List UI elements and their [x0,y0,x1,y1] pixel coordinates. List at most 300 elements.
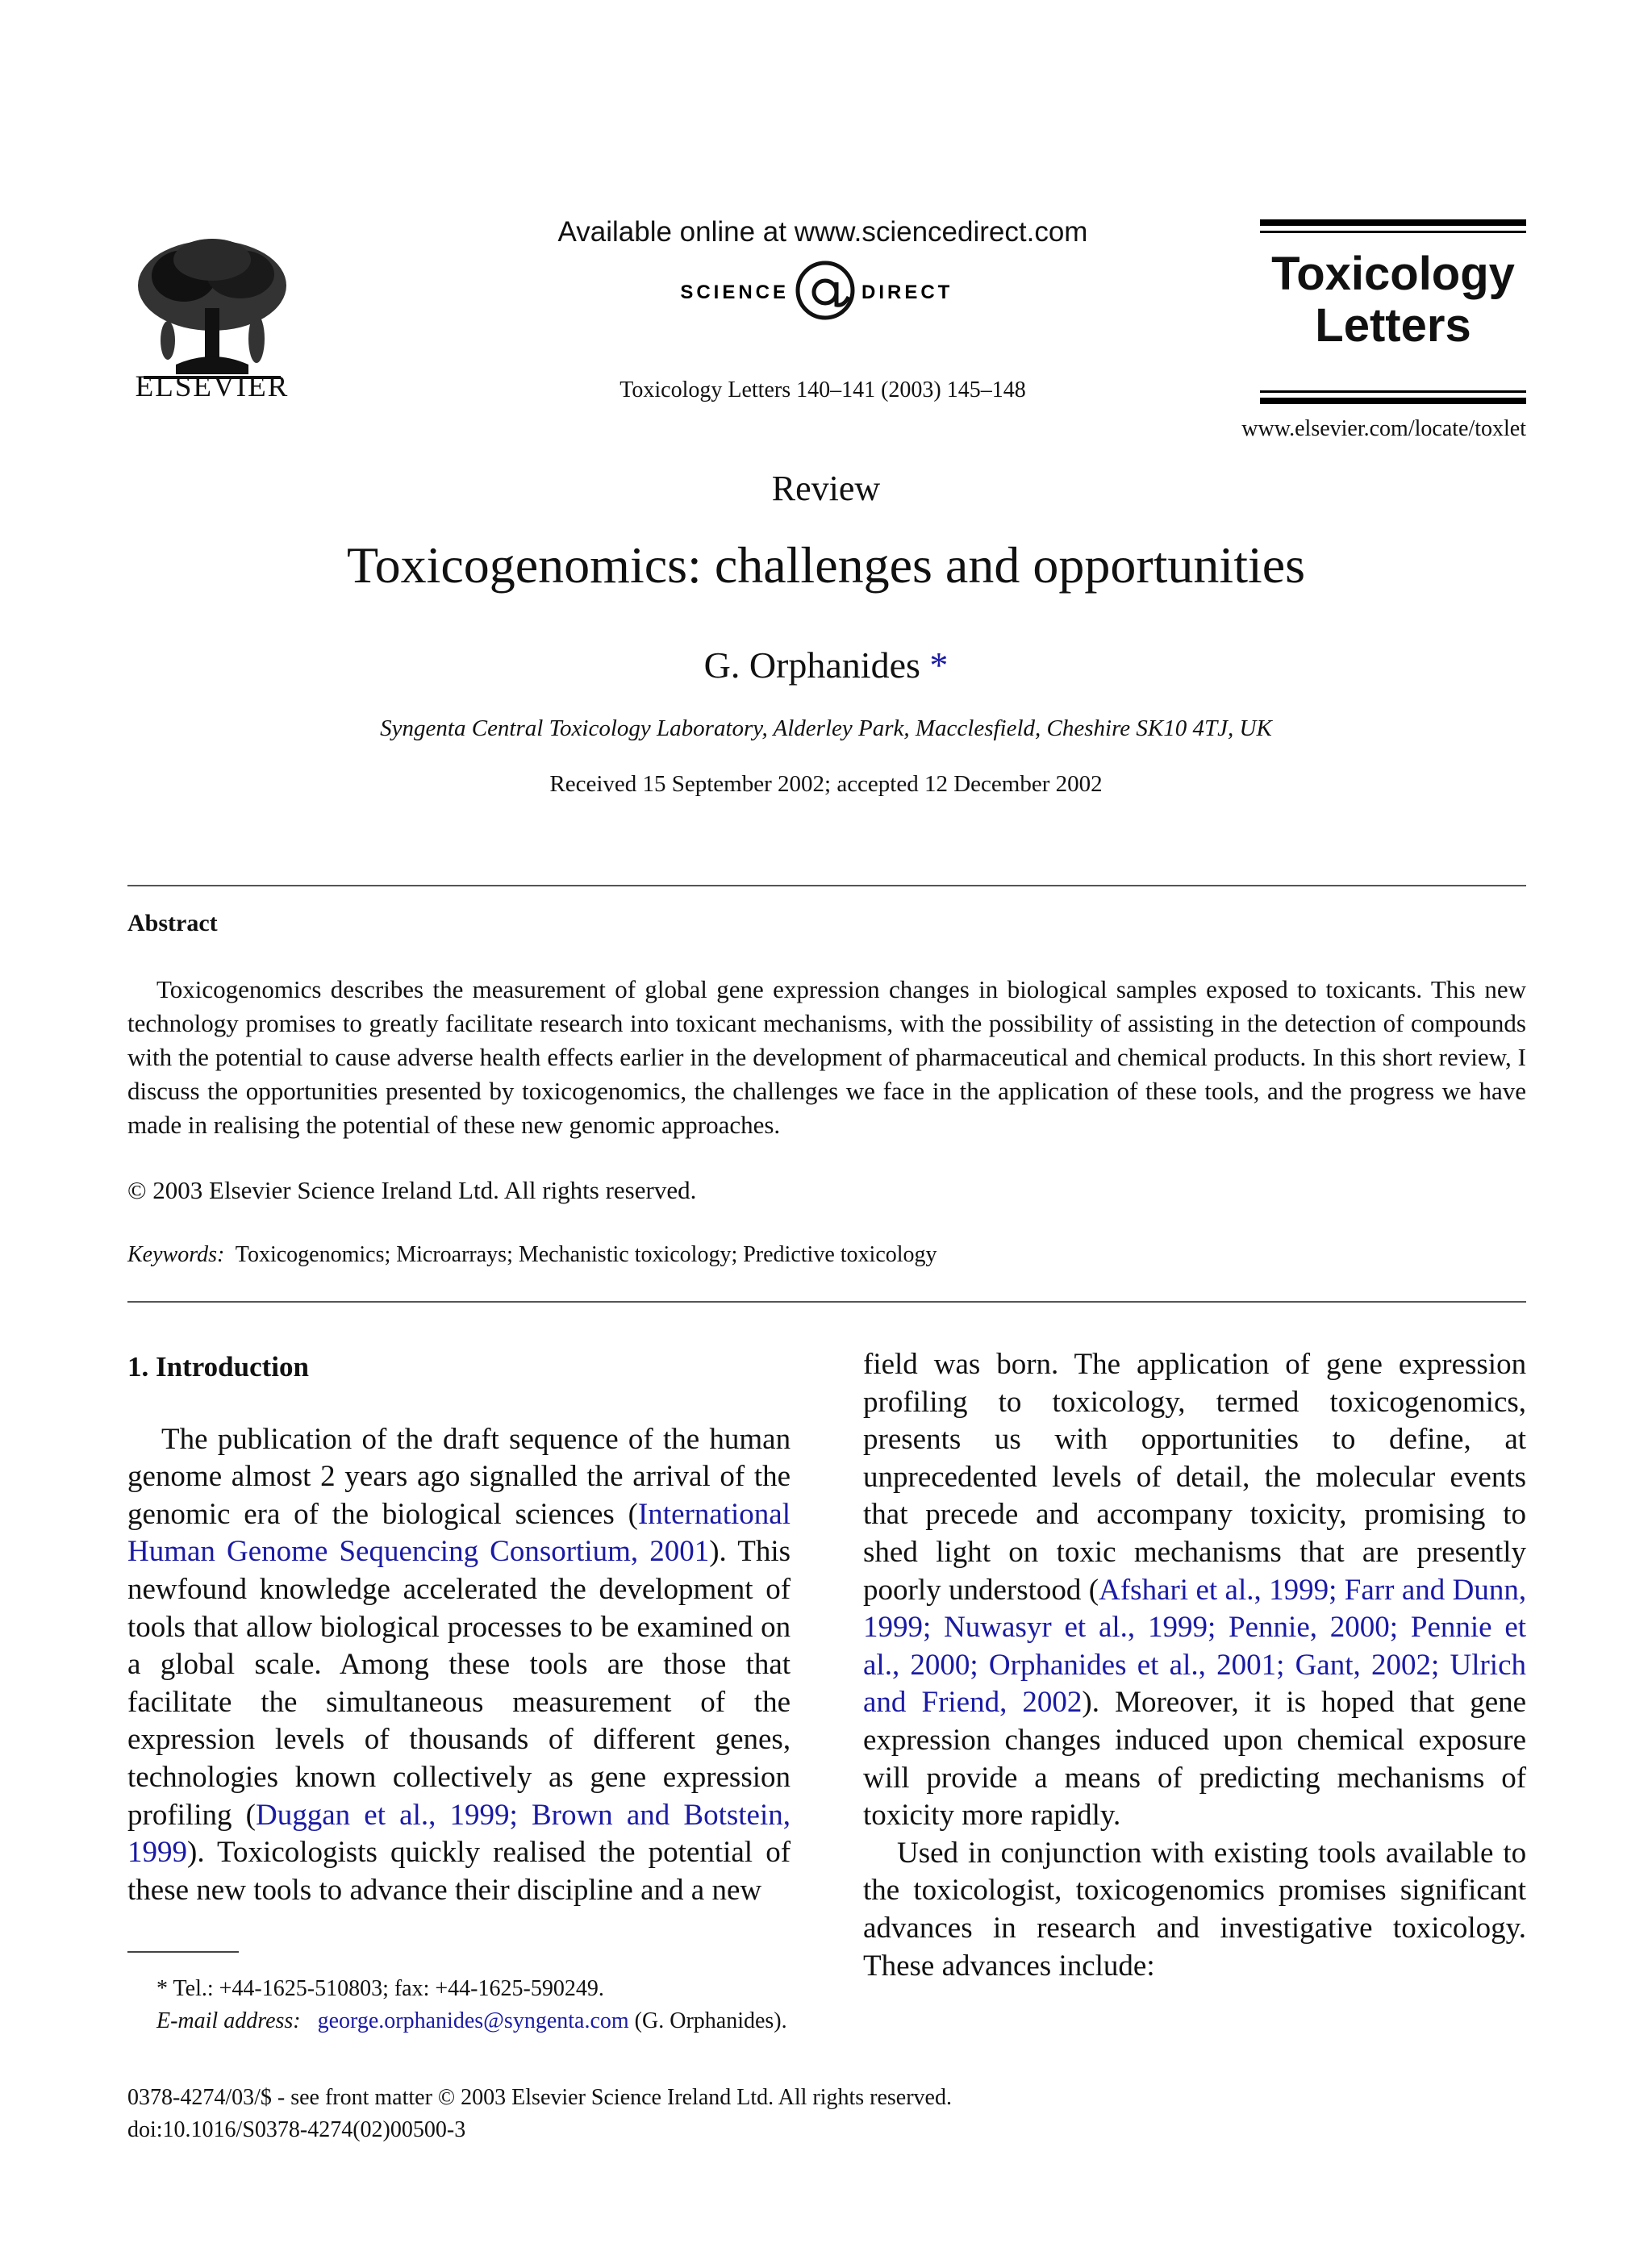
section-heading: 1. Introduction [127,1351,309,1382]
word: sciences [515,1497,615,1531]
word: and [1156,1911,1200,1945]
word: human [709,1422,791,1456]
word: of [720,1460,745,1494]
journal-url[interactable]: www.elsevier.com/locate/toxlet [1241,416,1526,441]
word: of [766,1572,791,1606]
word: different [593,1723,695,1757]
word: genomic [127,1497,231,1531]
word [1399,1536,1416,1569]
word [1282,1536,1299,1569]
word: genes, [715,1723,791,1757]
word [1062,1874,1075,1907]
word [629,1611,637,1644]
word [1141,1837,1151,1870]
word: that [745,1648,791,1682]
word [352,1423,361,1456]
word [1317,1611,1330,1644]
author-footnote [127,1973,791,2037]
word [638,1535,649,1568]
word: International [637,1497,791,1531]
word: tools [1318,1836,1376,1870]
article-dates: Received 15 September 2002; accepted 12 December 2002 [549,771,1103,797]
word: advances [941,1949,1052,1983]
word [280,1498,294,1531]
word [1120,1348,1137,1381]
word [1299,1386,1329,1419]
word [753,1836,766,1869]
word: tools [127,1610,186,1644]
word [711,1460,720,1493]
abstract-heading: Abstract [127,910,218,936]
word: 2001; [1216,1648,1285,1682]
word [980,1348,996,1381]
word [1101,1724,1115,1757]
email-link[interactable]: george.orphanides@syngenta.com [317,2008,629,2033]
word: of [700,1685,726,1719]
word: et [1504,1611,1527,1645]
affiliation: Syngenta Central Toxicology Laboratory, Alderley Park, Macclesfield, Cheshire SK10 4TJ, UK [380,715,1272,741]
word: expression [863,1723,991,1757]
word: known [294,1760,377,1794]
word: unprecedented [863,1460,1037,1494]
word [436,1799,449,1832]
word [407,1460,417,1493]
word: it [1254,1686,1271,1720]
word: to [998,1385,1022,1419]
word: Afshari [1099,1573,1189,1607]
paragraph [863,1346,1526,1835]
word [1183,1762,1199,1795]
word [1435,1461,1450,1494]
word [1135,1611,1148,1644]
word: et [1064,1611,1087,1645]
word: to [1503,1836,1527,1870]
paragraph-text [127,1535,791,1831]
word [344,1723,365,1756]
word: tools [253,1873,312,1907]
word: field [863,1348,918,1381]
word [918,1536,936,1569]
word: upon [1223,1723,1283,1757]
word [725,1686,754,1719]
word [433,1423,443,1456]
word: to [1503,1498,1527,1532]
word: define, [1389,1423,1471,1457]
word: al., [399,1798,436,1832]
word: of [548,1723,574,1757]
word [189,1874,196,1907]
word: presently [1416,1535,1527,1569]
word: knowledge [259,1572,390,1606]
word [1048,1762,1065,1795]
word: rapidly. [1030,1799,1121,1833]
word [537,1573,550,1606]
word: Duggan [255,1798,351,1832]
doi: doi:10.1016/S0378-4274(02)00500-3 [127,2117,466,2142]
word: opportunities [1141,1423,1299,1457]
word [991,1837,1001,1870]
word: of [628,1422,653,1456]
word [1037,1461,1052,1494]
word [1262,1574,1269,1607]
word [753,1573,766,1606]
word: the [332,1497,369,1531]
word: toxicity, [1249,1498,1347,1532]
word [1376,1837,1386,1870]
word [1404,1724,1418,1757]
word [230,1498,244,1531]
word: Toxicologists [217,1836,378,1870]
word: Genome [227,1535,328,1569]
word [1007,1686,1022,1719]
word [1081,1574,1088,1607]
word: and [1036,1498,1079,1532]
word [899,1649,910,1682]
word [1086,1611,1099,1644]
word [480,1836,493,1869]
word: advance [349,1873,448,1907]
word [319,1498,332,1531]
word [1216,1611,1229,1644]
word: toxicology, [1052,1385,1186,1419]
word: scale. [254,1648,322,1682]
word [322,1648,340,1681]
word [1136,1912,1156,1945]
word [1209,1724,1223,1757]
journal-title-line: Letters [1315,299,1471,352]
word: in [992,1911,1016,1945]
word: and [1401,1573,1446,1607]
word [247,1573,260,1606]
word: in [967,1836,991,1870]
word: Dunn, [1452,1573,1527,1607]
word: biological [319,1610,440,1644]
word: chemical [1296,1723,1405,1757]
word: simultaneous [326,1685,484,1719]
word: to [1332,1423,1356,1457]
word [910,1762,927,1795]
word: of [1501,1761,1527,1795]
word [745,1460,754,1493]
word: publication [217,1422,353,1456]
word: examined [636,1610,753,1644]
article-title: Toxicogenomics: challenges and opportunities [346,536,1306,594]
word: 2001 [649,1535,710,1569]
word [510,1874,517,1907]
word: 2002 [1022,1686,1083,1720]
word [1284,1649,1295,1682]
word [615,1498,628,1531]
word: investigative [1220,1911,1373,1945]
word: of [294,1497,319,1531]
word [1265,1874,1279,1907]
word: signalled [469,1460,578,1494]
word [578,1460,587,1493]
word: detail, [1175,1460,1250,1494]
sd-logo-left-text: SCIENCE [680,281,789,303]
word: of [766,1836,791,1870]
word [1471,1423,1505,1456]
word: tools [529,1648,588,1682]
word: predicting [1199,1761,1320,1795]
sciencedirect-logo [660,256,999,323]
word: new [711,1873,762,1907]
word: years [344,1460,408,1494]
word [619,1423,628,1456]
word [532,1761,549,1794]
word [586,1836,599,1869]
word [499,1423,509,1456]
word: understood [948,1573,1082,1607]
word [390,1723,410,1756]
word [1394,1574,1401,1607]
word [958,1837,968,1870]
word [518,1799,532,1832]
word: are [1362,1535,1400,1569]
word [1233,1498,1250,1531]
word [899,1874,913,1907]
word [644,1648,663,1681]
word [1141,1762,1158,1795]
word: induced [1114,1723,1210,1757]
word: exposure [1418,1723,1527,1757]
word: was [933,1348,981,1381]
word [574,1723,594,1756]
word [1398,1611,1411,1644]
word: more [962,1799,1024,1833]
word [1299,1423,1333,1456]
word [1023,1799,1030,1832]
word: 1999; [1269,1573,1337,1607]
word: Farr [1344,1573,1395,1607]
word: toxicogenomics, [1329,1385,1527,1419]
word: and [863,1686,907,1720]
word [350,1799,364,1832]
journal-reference: Toxicology Letters 140–141 (2003) 145–148 [620,377,1026,402]
divider [127,1301,1526,1303]
word: collectively [392,1760,532,1794]
word: ( [628,1497,638,1531]
word [906,1686,921,1719]
word [510,1648,529,1681]
word: biological [382,1497,502,1531]
author-line [0,644,1652,686]
word: toxicology. [1392,1911,1527,1945]
word: that [1299,1535,1345,1569]
word: the [863,1874,900,1908]
word [699,1423,709,1456]
word [593,1611,601,1644]
word: of [361,1422,387,1456]
word: ago [417,1460,461,1494]
word: the [586,1460,624,1494]
keywords-list: Toxicogenomics; Microarrays; Mechanistic toxicology; Predictive toxicology [235,1242,937,1267]
copyright-line: © 2003 Elsevier Science Ireland Ltd. All rights reserved. [127,1176,697,1204]
word [1454,1686,1470,1719]
word: al., [863,1648,900,1682]
word [1079,1498,1097,1531]
word: accelerated [403,1572,537,1606]
word [1445,1574,1452,1607]
word: existing [1213,1836,1309,1870]
word [1017,1762,1034,1795]
word: Human [127,1535,215,1569]
word [483,1686,512,1719]
word [1158,1649,1169,1682]
word [1395,1686,1410,1719]
word [311,1460,320,1493]
word [1099,1686,1115,1719]
word [205,1836,217,1869]
word: potential [648,1836,753,1870]
word [1186,1386,1216,1419]
word: promises [1279,1874,1387,1908]
word [1301,1461,1316,1494]
word: at [1504,1423,1527,1457]
word [440,1611,448,1644]
word: born. [996,1348,1059,1381]
body-column-right [863,1346,1526,1985]
word: expression [1398,1348,1527,1381]
email-suffix: (G. Orphanides). [628,2008,787,2033]
word: et [1195,1573,1218,1607]
word [312,1611,320,1644]
paragraph [127,1421,791,1910]
word: of [1285,1348,1311,1381]
word [1270,1686,1286,1719]
word: era [244,1497,281,1531]
word [297,1686,326,1719]
word: be [600,1610,629,1644]
word: application [1136,1348,1270,1381]
word [336,1460,345,1493]
word: us [994,1423,1021,1457]
word [1373,1912,1393,1945]
word [1038,1536,1056,1569]
word [1355,1423,1389,1456]
word: conjunction [1000,1836,1142,1870]
word: provide [926,1761,1018,1795]
word [684,1874,691,1907]
word [727,1535,737,1568]
word [1347,1498,1365,1531]
word: termed [1216,1385,1299,1419]
word: 1999 [127,1836,187,1870]
word: gene [1326,1348,1383,1381]
paragraph [863,1835,1526,1985]
word: presents [863,1423,962,1457]
word [238,1611,246,1644]
word: al., [1224,1573,1262,1607]
word: available [1385,1836,1494,1870]
word: 2000; [1329,1611,1399,1645]
word: the [1264,1460,1301,1494]
word: Brown [531,1798,613,1832]
word [386,1423,396,1456]
word: accompany [1096,1498,1233,1532]
word [1052,1611,1065,1644]
word: Consortium, [490,1535,639,1569]
word: allow [245,1610,313,1644]
word [753,1611,761,1644]
word: and [640,1873,684,1907]
word [954,1799,962,1832]
word [478,1535,490,1568]
word: ( [245,1798,256,1832]
word: on [1008,1535,1039,1569]
word: processes [447,1610,562,1644]
word [1383,1348,1399,1381]
word [378,1836,390,1869]
word: Moreover, [1115,1686,1239,1720]
word: 2002; [1370,1648,1440,1682]
word: events [1450,1460,1527,1494]
word: toxicogenomics [1075,1874,1265,1908]
word: ). [187,1836,205,1870]
word: hoped [1321,1686,1395,1720]
word [1058,1348,1074,1381]
word: changes [1004,1723,1101,1757]
word: thousands [409,1723,529,1757]
word [1484,1762,1501,1795]
abstract-text: Toxicogenomics describes the measurement of global gene expression changes in biological samples exposed to toxicants. This new technology promises to greatly facilitate research into toxicant mechanisms, with the possibility of assisting in the detection of compounds with the potential to cause adverse health effects earlier in the development of pharmaceutical and chemical products. In this short review, I discuss the opportunities presented by toxicogenomics, the challenges we face in the application of these tools, and the progress we have made in realising the potential of these new genomic approaches. [127,975,1526,1139]
journal-rule [1260,219,1526,226]
word [574,1761,590,1794]
word: expression [662,1760,791,1794]
word [1485,1498,1503,1531]
word: 1999; [863,1611,932,1645]
word [907,1498,925,1531]
word: on [761,1610,791,1644]
word: genome [127,1460,223,1494]
paragraph-text [863,1348,1526,1607]
journal-title-line: Toxicology [1271,248,1515,300]
word: toxicity [863,1799,955,1833]
word: Friend, [921,1686,1007,1720]
author-footnote-link[interactable]: * [929,644,949,686]
word: Used [897,1836,959,1870]
word [1269,1348,1285,1381]
word: and [626,1798,670,1832]
word [587,1648,607,1681]
word: of [364,1723,390,1757]
word: of [1136,1460,1162,1494]
word [1021,1423,1055,1456]
word: research [1037,1911,1137,1945]
word [726,1648,745,1681]
word: Botstein, [683,1798,791,1832]
word [1239,1686,1254,1719]
word: quickly [390,1836,480,1870]
word [670,1799,683,1832]
word: to [569,1610,594,1644]
word: mechanisms [1133,1535,1282,1569]
word [1206,1649,1216,1682]
word: almost [231,1460,311,1494]
word: significant [1400,1874,1527,1908]
footnote-email-line [127,2005,791,2037]
word: al., [1169,1648,1206,1682]
word: these [448,1648,511,1682]
word [369,1498,382,1531]
word [973,1912,993,1945]
word: these [127,1873,190,1907]
word: Pennie [1410,1611,1492,1645]
word: Pennie, [1229,1611,1317,1645]
word: means [1064,1761,1141,1795]
word: a [1034,1761,1048,1795]
word: a [127,1648,141,1682]
